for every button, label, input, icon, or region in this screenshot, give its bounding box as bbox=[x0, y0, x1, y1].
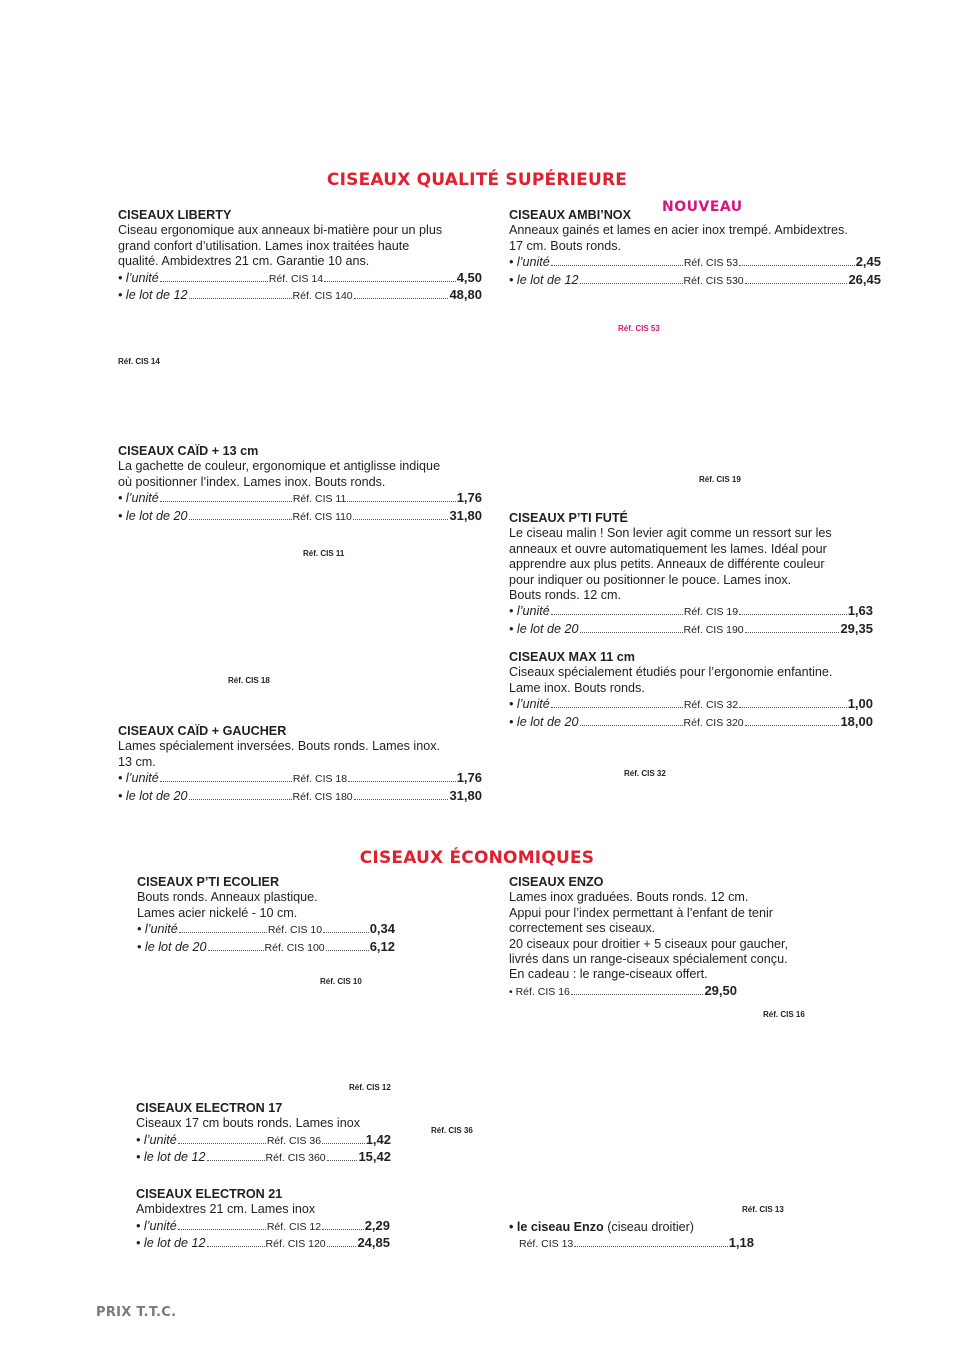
price-row bbox=[118, 490, 482, 508]
product-description: Ciseaux spécialement étudiés pour l’ergonomie enfantine. Lame inox. Bouts ronds. bbox=[509, 665, 833, 695]
row-label: • l’unité bbox=[509, 697, 550, 712]
image-ref-cis11: Réf. CIS 11 bbox=[303, 549, 345, 558]
row-ref: Réf. CIS 100 bbox=[264, 941, 325, 954]
row-ref: Réf. CIS 110 bbox=[292, 510, 352, 523]
product-name: CISEAUX P’TI ECOLIER bbox=[137, 875, 280, 889]
product-caid-13 bbox=[118, 444, 482, 525]
image-ref-cis53: Réf. CIS 53 bbox=[618, 324, 660, 333]
product-enzo bbox=[509, 875, 788, 1000]
row-ref: Réf. CIS 360 bbox=[265, 1152, 326, 1165]
product-pti-fute bbox=[509, 511, 873, 638]
row-ref: Réf. CIS 19 bbox=[683, 606, 739, 619]
product-description: Ciseaux 17 cm bouts ronds. Lames inox bbox=[136, 1116, 361, 1131]
product-electron-17 bbox=[136, 1101, 391, 1167]
row-ref: Réf. CIS 320 bbox=[683, 716, 744, 729]
row-price: 1,00 bbox=[847, 696, 873, 712]
price-row bbox=[509, 696, 873, 714]
price-row bbox=[509, 272, 881, 290]
row-price: 1,63 bbox=[847, 603, 873, 619]
product-name: CISEAUX LIBERTY bbox=[118, 208, 232, 222]
image-ref-cis14: Réf. CIS 14 bbox=[118, 357, 160, 366]
image-ref-cis19: Réf. CIS 19 bbox=[699, 475, 741, 484]
product-suffix: (ciseau droitier) bbox=[607, 1220, 695, 1234]
row-label: • le lot de 20 bbox=[118, 788, 188, 803]
product-description: Ciseau ergonomique aux anneaux bi-matière pour un plus grand confort d’utilisation. Lames inox traitées haute qualité. Ambidextres 21 cm. Garantie 10 ans. bbox=[118, 223, 443, 269]
row-price: 0,34 bbox=[369, 921, 395, 937]
row-ref: Réf. CIS 530 bbox=[683, 274, 744, 287]
row-label: • l’unité bbox=[136, 1132, 177, 1147]
row-price: 31,80 bbox=[449, 787, 482, 803]
row-ref: Réf. CIS 13 bbox=[519, 1238, 574, 1251]
row-price: 1,76 bbox=[456, 490, 482, 506]
row-ref: Réf. CIS 36 bbox=[266, 1134, 322, 1147]
price-row bbox=[509, 983, 737, 1001]
product-enzo-single bbox=[509, 1220, 754, 1253]
row-price: 18,00 bbox=[840, 713, 873, 729]
price-row bbox=[137, 939, 395, 957]
product-description: Lames inox graduées. Bouts ronds. 12 cm. Appui pour l’index permettant à l’enfant de tenir correctement ses ciseaux. 20 ciseaux pour droitier + 5 ciseaux pour gaucher, livrés dans un range-ciseaux spécialement conçu. En cadeau : le range-ciseaux offert. bbox=[509, 890, 788, 982]
row-label: • le lot de 12 bbox=[136, 1236, 206, 1251]
price-row bbox=[509, 254, 881, 272]
row-price: 29,50 bbox=[704, 982, 737, 998]
bullet: • bbox=[509, 1220, 514, 1234]
row-ref: Réf. CIS 32 bbox=[683, 699, 739, 712]
product-name: CISEAUX CAÏD + GAUCHER bbox=[118, 724, 287, 738]
product-name: CISEAUX AMBI’NOX bbox=[509, 208, 631, 222]
image-ref-cis13: Réf. CIS 13 bbox=[742, 1205, 784, 1214]
row-price: 1,76 bbox=[456, 770, 482, 786]
image-ref-cis18: Réf. CIS 18 bbox=[228, 676, 270, 685]
row-price: 26,45 bbox=[848, 271, 881, 287]
image-ref-cis12: Réf. CIS 12 bbox=[349, 1083, 391, 1092]
row-ref: Réf. CIS 10 bbox=[267, 924, 323, 937]
row-ref: Réf. CIS 18 bbox=[292, 773, 348, 786]
row-label: • l’unité bbox=[137, 922, 178, 937]
product-liberty bbox=[118, 208, 482, 305]
price-row bbox=[509, 1235, 754, 1253]
row-label: • l’unité bbox=[509, 255, 550, 270]
footer-price-note: PRIX T.T.C. bbox=[96, 1305, 177, 1320]
row-label: • le lot de 20 bbox=[509, 621, 579, 636]
product-description: Bouts ronds. Anneaux plastique. Lames acier nickelé - 10 cm. bbox=[137, 890, 318, 920]
product-description: Anneaux gainés et lames en acier inox trempé. Ambidextres. 17 cm. Bouts ronds. bbox=[509, 223, 848, 253]
product-max-11 bbox=[509, 650, 873, 731]
row-price: 15,42 bbox=[358, 1149, 391, 1165]
row-price: 29,35 bbox=[840, 620, 873, 636]
image-ref-cis32: Réf. CIS 32 bbox=[624, 769, 666, 778]
row-price: 6,12 bbox=[369, 938, 395, 954]
product-description: Le ciseau malin ! Son levier agit comme un ressort sur les anneaux et ouvre automatiquement les lames. Idéal pour apprendre aux plus petits. Anneaux de différente couleur pour indiquer ou positionner le pouce. Lames inox. Bouts ronds. 12 cm. bbox=[509, 526, 832, 603]
row-label: • le lot de 12 bbox=[509, 272, 579, 287]
row-label: • le lot de 20 bbox=[509, 714, 579, 729]
row-price: 2,29 bbox=[364, 1217, 390, 1233]
row-label: • le lot de 20 bbox=[118, 508, 188, 523]
new-badge: NOUVEAU bbox=[662, 199, 743, 215]
row-price: 1,42 bbox=[365, 1131, 391, 1147]
product-description: La gachette de couleur, ergonomique et antiglisse indique où positionner l’index. Lames inox. Bouts ronds. bbox=[118, 459, 441, 489]
product-name: CISEAUX P’TI FUTÉ bbox=[509, 511, 628, 525]
row-ref: Réf. CIS 14 bbox=[268, 272, 324, 285]
row-label: • l’unité bbox=[118, 270, 159, 285]
product-name: le ciseau Enzo bbox=[516, 1220, 604, 1234]
price-row bbox=[118, 508, 482, 526]
product-description: Ambidextres 21 cm. Lames inox bbox=[136, 1202, 316, 1217]
price-row bbox=[509, 621, 873, 639]
row-ref: Réf. CIS 12 bbox=[266, 1220, 322, 1233]
row-price: 31,80 bbox=[449, 507, 482, 523]
price-row bbox=[509, 714, 873, 732]
image-ref-cis16: Réf. CIS 16 bbox=[763, 1010, 805, 1019]
row-label: • le lot de 12 bbox=[136, 1150, 206, 1165]
row-label: • l’unité bbox=[136, 1218, 177, 1233]
price-row bbox=[118, 287, 482, 305]
row-ref: Réf. CIS 120 bbox=[265, 1238, 326, 1251]
price-row bbox=[118, 770, 482, 788]
row-label: • l’unité bbox=[118, 771, 159, 786]
row-label: • le lot de 20 bbox=[137, 939, 207, 954]
row-ref: Réf. CIS 180 bbox=[292, 790, 353, 803]
product-name: CISEAUX CAÏD + 13 cm bbox=[118, 444, 259, 458]
enzo-single-line bbox=[509, 1220, 754, 1235]
row-ref: Réf. CIS 53 bbox=[683, 257, 739, 270]
price-row bbox=[136, 1218, 390, 1236]
product-name: CISEAUX ELECTRON 21 bbox=[136, 1187, 283, 1201]
product-electron-21 bbox=[136, 1187, 390, 1253]
section-title-superior: CISEAUX QUALITÉ SUPÉRIEURE bbox=[326, 170, 628, 190]
price-row bbox=[136, 1132, 391, 1150]
section-title-economic: CISEAUX ÉCONOMIQUES bbox=[359, 848, 595, 868]
row-ref: Réf. CIS 190 bbox=[683, 623, 744, 636]
row-label: • l’unité bbox=[118, 491, 159, 506]
product-name: CISEAUX ENZO bbox=[509, 875, 604, 889]
price-row bbox=[509, 603, 873, 621]
row-label: • le lot de 12 bbox=[118, 288, 188, 303]
product-name: CISEAUX ELECTRON 17 bbox=[136, 1101, 283, 1115]
row-price: 48,80 bbox=[449, 287, 482, 303]
row-label: • l’unité bbox=[509, 604, 550, 619]
product-caid-gaucher bbox=[118, 724, 482, 805]
price-row bbox=[136, 1235, 390, 1253]
image-ref-cis36: Réf. CIS 36 bbox=[431, 1126, 473, 1135]
row-price: 2,45 bbox=[855, 254, 881, 270]
price-row bbox=[118, 788, 482, 806]
product-name: CISEAUX MAX 11 cm bbox=[509, 650, 635, 664]
row-price: 1,18 bbox=[728, 1235, 754, 1251]
product-ambinox bbox=[509, 208, 881, 289]
row-price: 4,50 bbox=[456, 269, 482, 285]
product-description: Lames spécialement inversées. Bouts ronds. Lames inox. 13 cm. bbox=[118, 739, 441, 769]
product-pti-ecolier bbox=[137, 875, 395, 956]
row-ref: • Réf. CIS 16 bbox=[509, 985, 570, 998]
row-ref: Réf. CIS 140 bbox=[292, 290, 353, 303]
price-row bbox=[118, 270, 482, 288]
price-row bbox=[137, 921, 395, 939]
row-price: 24,85 bbox=[357, 1235, 390, 1251]
price-row bbox=[136, 1149, 391, 1167]
image-ref-cis10: Réf. CIS 10 bbox=[320, 977, 362, 986]
row-ref: Réf. CIS 11 bbox=[292, 493, 347, 506]
